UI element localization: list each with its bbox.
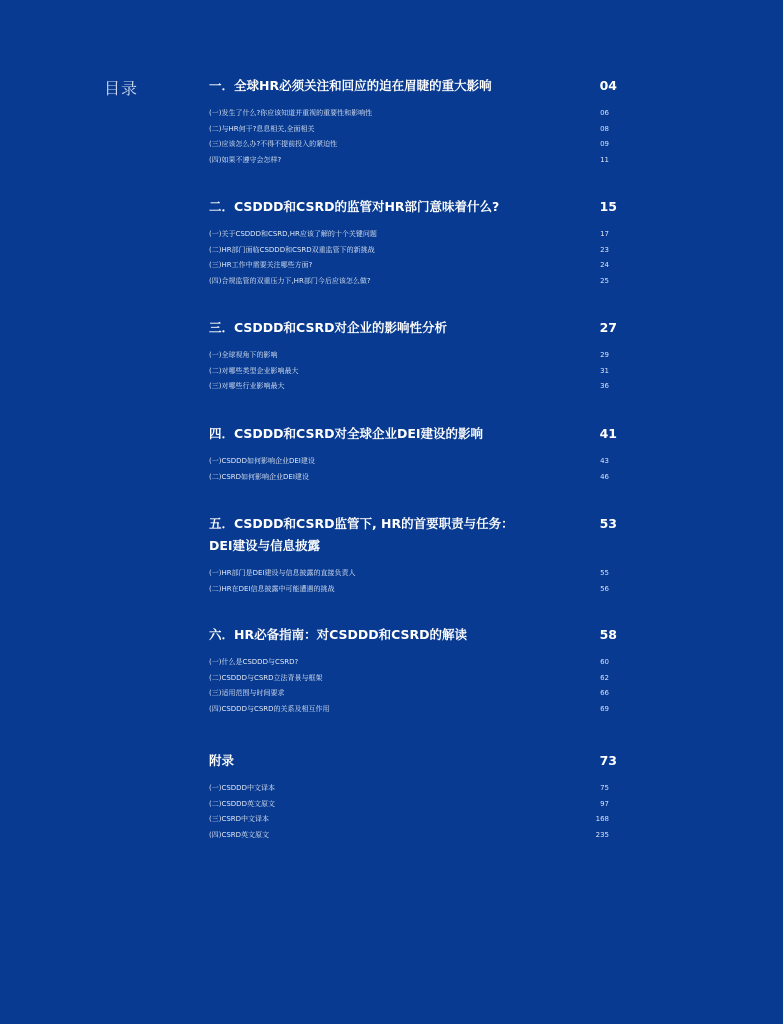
entry-text: (一)什么是CSDDD与CSRD? — [209, 658, 299, 666]
entry-text: (三)CSRD中文译本 — [209, 815, 270, 823]
section-page-number: 04 — [599, 78, 617, 93]
entry-text: (一)HR部门是DEI建设与信息披露的直接负责人 — [209, 569, 356, 577]
toc-entry[interactable] — [209, 702, 619, 718]
entry-page-number: 62 — [600, 673, 609, 682]
entry-page-number: 08 — [600, 124, 609, 133]
entry-page-number: 60 — [600, 658, 609, 666]
section-title: 四．CSDDD和CSRD对全球企业DEI建设的影响 — [209, 426, 484, 441]
toc-entry[interactable] — [209, 470, 619, 486]
toc-entry[interactable] — [209, 454, 619, 470]
entry-text: (二)CSRD如何影响企业DEI建设 — [209, 472, 309, 481]
entry-page-number: 24 — [600, 261, 609, 269]
section-page-number: 15 — [599, 199, 617, 214]
section-page-number: 27 — [599, 320, 617, 335]
toc-section-5 — [209, 513, 619, 597]
toc-entry[interactable] — [209, 274, 619, 290]
section-title: 一．全球HR必须关注和回应的迫在眉睫的重大影响 — [209, 78, 492, 93]
entry-page-number: 09 — [600, 140, 609, 148]
entry-text: (一)关于CSDDD和CSRD,HR应该了解的十个关键问题 — [209, 230, 377, 238]
toc-section-appendix — [209, 750, 619, 843]
toc-entry[interactable] — [209, 137, 619, 153]
entry-page-number: 25 — [600, 276, 609, 285]
entry-text: (一)CSDDD中文译本 — [209, 784, 275, 792]
entry-page-number: 43 — [600, 457, 609, 465]
entry-text: (二)CSDDD英文原文 — [209, 799, 275, 808]
toc-entry[interactable] — [209, 797, 619, 813]
toc-section-2 — [209, 196, 619, 289]
entry-page-number: 55 — [600, 569, 609, 577]
toc-entry[interactable] — [209, 671, 619, 687]
entry-page-number: 69 — [600, 704, 609, 713]
toc-entry[interactable] — [209, 348, 619, 364]
toc-entry[interactable] — [209, 364, 619, 380]
entry-page-number: 46 — [600, 472, 609, 481]
entry-page-number: 06 — [600, 109, 609, 117]
toc-section-4 — [209, 423, 619, 485]
section-title: 二．CSDDD和CSRD的监管对HR部门意味着什么? — [209, 199, 500, 214]
toc-section-header[interactable] — [209, 624, 619, 646]
entry-text: (二)对哪些类型企业影响最大 — [209, 366, 299, 375]
entry-text: (三)HR工作中需要关注哪些方面? — [209, 261, 313, 269]
section-page-number: 41 — [599, 426, 617, 441]
entry-text: (三)对哪些行业影响最大 — [209, 382, 285, 390]
toc-entry[interactable] — [209, 566, 619, 582]
section-title: 五．CSDDD和CSRD监管下, HR的首要职责与任务： DEI建设与信息披露 — [209, 516, 514, 553]
entry-page-number: 97 — [600, 799, 609, 808]
entry-text: (三)应该怎么办?不得不提前投入的紧迫性 — [209, 140, 338, 148]
toc-entry[interactable] — [209, 812, 619, 828]
toc-entry[interactable] — [209, 243, 619, 259]
entry-text: (二)CSDDD与CSRD立法背景与框架 — [209, 673, 323, 682]
entry-page-number: 17 — [600, 230, 609, 238]
toc-entry[interactable] — [209, 686, 619, 702]
toc-label: 目录 — [104, 79, 139, 98]
section-title: 六．HR必备指南：对CSDDD和CSRD的解读 — [209, 627, 468, 642]
toc-entry[interactable] — [209, 781, 619, 797]
section-title: 三．CSDDD和CSRD对企业的影响性分析 — [209, 320, 447, 335]
entry-text: (二)HR部门面临CSDDD和CSRD双重监管下的新挑战 — [209, 245, 375, 254]
entry-text: (一)CSDDD如何影响企业DEI建设 — [209, 457, 315, 465]
entry-text: (一)全球视角下的影响 — [209, 351, 278, 359]
toc-section-header[interactable] — [209, 75, 619, 97]
entry-page-number: 66 — [600, 689, 609, 697]
entry-page-number: 75 — [600, 784, 609, 792]
toc-entry[interactable] — [209, 828, 619, 844]
toc-entry[interactable] — [209, 122, 619, 138]
toc-section-1 — [209, 75, 619, 168]
toc-section-header[interactable] — [209, 196, 619, 218]
entry-page-number: 31 — [600, 366, 609, 375]
entry-page-number: 11 — [600, 155, 609, 164]
entry-text: (二)HR在DEI信息披露中可能遭遇的挑战 — [209, 584, 335, 593]
entry-page-number: 56 — [600, 584, 609, 593]
section-page-number: 53 — [599, 516, 617, 531]
entry-page-number: 29 — [600, 351, 609, 359]
toc-entry[interactable] — [209, 379, 619, 395]
toc-entry[interactable] — [209, 227, 619, 243]
section-page-number: 58 — [599, 627, 617, 642]
toc-section-3 — [209, 317, 619, 395]
entry-text: (四)如果不遵守会怎样? — [209, 155, 282, 164]
toc-entry[interactable] — [209, 153, 619, 169]
entry-text: (三)适用范围与时间要求 — [209, 689, 285, 697]
entry-page-number: 168 — [595, 815, 609, 823]
section-title: 附录 — [209, 753, 235, 768]
entry-text: (四)合规监管的双重压力下,HR部门今后应该怎么做? — [209, 276, 371, 285]
entry-text: (二)与HR何干?息息相关,全面相关 — [209, 124, 315, 133]
section-page-number: 73 — [599, 753, 617, 768]
entry-text: (一)发生了什么?你应该知道并重视的重要性和影响性 — [209, 109, 373, 117]
toc-entry[interactable] — [209, 655, 619, 671]
toc-section-header[interactable] — [209, 513, 619, 557]
toc-entry[interactable] — [209, 106, 619, 122]
toc-entry[interactable] — [209, 582, 619, 598]
entry-text: (四)CSRD英文原文 — [209, 830, 270, 839]
entry-page-number: 36 — [600, 382, 609, 390]
toc-section-header[interactable] — [209, 423, 619, 445]
toc-section-header[interactable] — [209, 750, 619, 772]
entry-page-number: 23 — [600, 245, 609, 254]
toc-entry[interactable] — [209, 258, 619, 274]
entry-page-number: 235 — [595, 830, 609, 839]
toc-section-header[interactable] — [209, 317, 619, 339]
toc-section-6 — [209, 624, 619, 717]
entry-text: (四)CSDDD与CSRD的关系及相互作用 — [209, 704, 330, 713]
